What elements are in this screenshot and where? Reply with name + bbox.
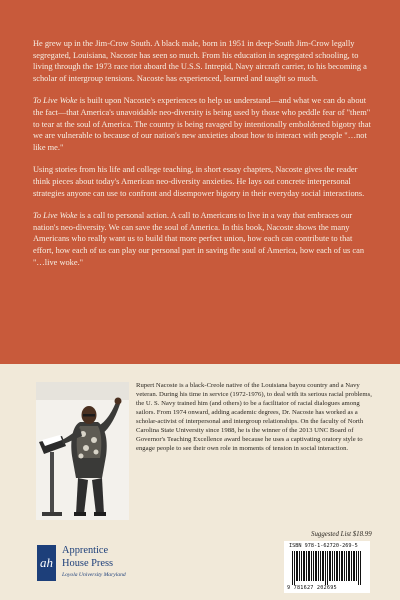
- blurb-paragraph-2: [33, 95, 371, 153]
- blurb-paragraph-4: [33, 210, 371, 268]
- publisher-logo: [37, 542, 157, 588]
- book-title-ref: To Live Woke: [33, 96, 78, 106]
- publisher-name-line1: Apprentice: [62, 545, 109, 556]
- publisher-name-line2: House Press: [62, 558, 114, 569]
- blurb-paragraph-1: He grew up in the Jim-Crow South. A black male, born in 1951 in deep-South Jim-Crow legally segregated, Louisiana, Nacoste has seen so much. From his education in segregated schooling, to living through the 1973 race riot aboard the U.S.S. Intrepid, Navy aircraft carrier, to his becoming a scholar of intergroup tensions. Nacoste has experienced, learned and taught so much.: [33, 39, 367, 83]
- barcode-number: 9 781627 202695: [287, 585, 337, 591]
- blurb-paragraph-4-text: is a call to personal action. A call to Americans to live in a way that embraces our nation's neo-diversity. We can save the soul of America. In this book, Nacoste shows the many Americans who really want us to build that more perfect union, how each can contribute to that effort, how each of us can play our personal part in saving the soul of America, how each of us can "…live woke.": [33, 211, 365, 267]
- author-bio: Rupert Nacoste is a black-Creole native of the Louisiana bayou country and a Navy veteran. During his time in service (1972-1976), to deal with its serious racial problems, the U. S. Navy trained him (and others) to be a facilitator of racial dialogues among sailors. From 1974 onward, adding academic degrees, Dr. Nacoste has worked as a scholar-activist of interpersonal and intergroup relationships. On the faculty of North Carolina State University since 1988, he is the winner of the 2013 UNC Board of Governor's Teaching Excellence award because he uses a captivating oratory style to engage people to see their own role in moments of tension in social interaction.: [136, 382, 372, 452]
- blurb-paragraph-3: Using stories from his life and college teaching, in short essay chapters, Nacoste gives the reader think pieces about today's American neo-diversity anxieties. He lays out concrete interpersonal strategies anyone can use to confront and disempower bigotry in their everyday social interactions.: [33, 165, 365, 198]
- isbn-label: ISBN 978-1-62720-269-5: [289, 543, 358, 549]
- blurb-text: [33, 38, 371, 279]
- author-photo: [36, 382, 129, 520]
- publisher-affiliation: Loyola University Maryland: [62, 572, 126, 578]
- isbn-barcode: [284, 541, 370, 593]
- author-photo-image: [36, 382, 129, 520]
- barcode-bars: [292, 551, 364, 585]
- blurb-paragraph-2-text: is built upon Nacoste's experiences to help us understand—and what we can do about the fact—that America's unavoidable neo-diversity is being used by those who peddle fear of "them" to tear at the soul of America. The country is being ravaged by intentionally emboldened bigotry that we are vulnerable to because of our nation's new anxieties about how to interact with people "…not like me.": [33, 96, 371, 152]
- suggested-price: Suggested List $18.99: [311, 531, 372, 538]
- book-title-ref: To Live Woke: [33, 211, 78, 221]
- publisher-mark: ah: [37, 545, 56, 581]
